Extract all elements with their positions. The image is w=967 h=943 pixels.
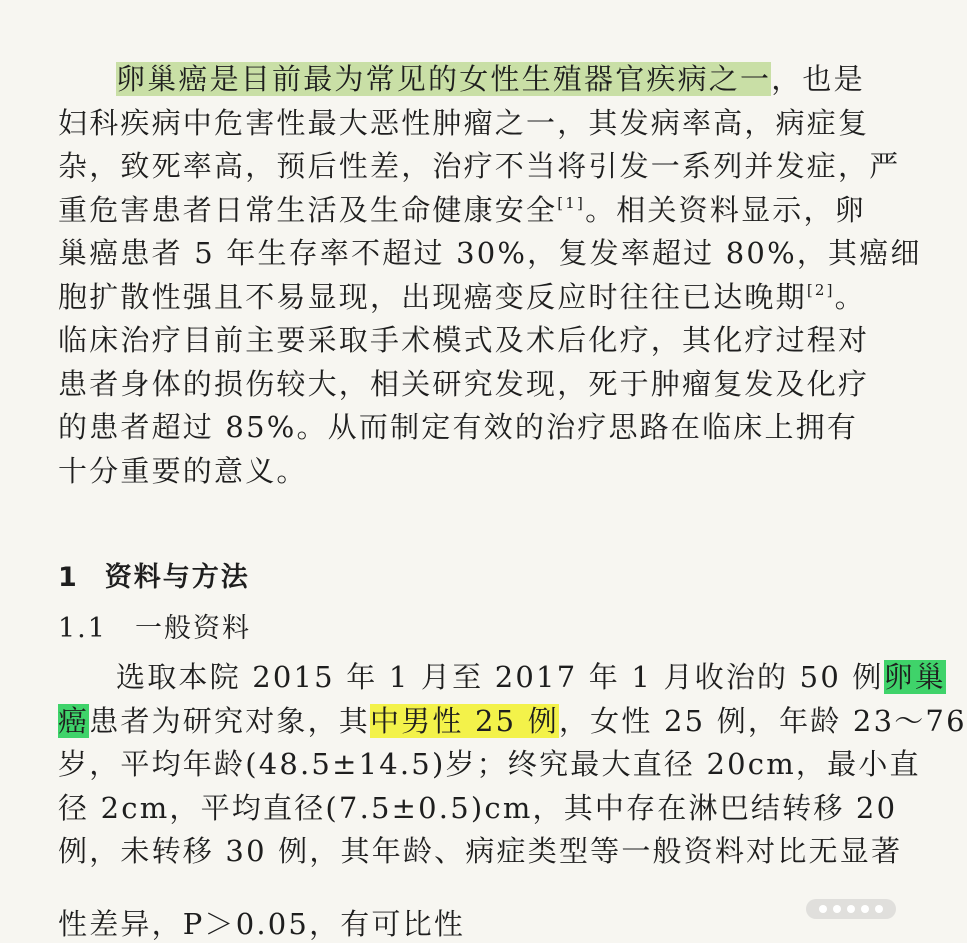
paragraph-text: 选取本院 2015 年 1 月至 2017 年 1 月收治的 50 例	[116, 660, 884, 694]
paragraph-line: 的患者超过 85%。从而制定有效的治疗思路在临床上拥有	[58, 410, 859, 444]
paragraph-line: 巢癌患者 5 年生存率不超过 30%，复发率超过 80%，其癌细	[58, 236, 922, 270]
paragraph-text: ，也是	[771, 62, 865, 96]
paragraph-text: ，女性 25 例，年龄 23～76	[558, 703, 967, 738]
paragraph-text: 重危害患者日常生活及生命健康安全	[58, 192, 558, 227]
dot-icon	[875, 905, 883, 913]
dot-icon	[819, 905, 827, 913]
paragraph-line	[58, 58, 878, 102]
dot-icon	[861, 905, 869, 913]
highlighted-text: 中男性 25 例	[370, 703, 559, 738]
subsection-number: 1.1	[58, 613, 107, 644]
paragraph-line	[58, 700, 967, 744]
cutoff-paragraph-line: 性差异，P＞0.05，有可比性	[58, 907, 466, 941]
paragraph-line: 妇科疾病中危害性最大恶性肿瘤之一，其发病率高，病症复	[58, 105, 870, 140]
section-number: 1	[58, 562, 79, 593]
paragraph-line: 岁，平均年龄(48.5±14.5)岁；终究最大直径 20cm，最小直	[58, 747, 921, 781]
highlighted-text: 卵巢癌是目前最为常见的女性生殖器官疾病之一	[116, 62, 772, 96]
page-indicator[interactable]	[806, 899, 896, 919]
paragraph-line: 杂，致死率高，预后性差，治疗不当将引发一系列并发症，严	[58, 149, 901, 183]
paragraph-line: 径 2cm，平均直径(7.5±0.5)cm，其中存在淋巴结转移 20	[58, 790, 898, 825]
dot-icon	[833, 905, 841, 913]
paragraph-text: 。相关资料显示，卵	[585, 192, 866, 227]
section-heading	[58, 555, 250, 594]
highlighted-text: 卵巢	[883, 660, 946, 694]
subsection-title: 一般资料	[134, 613, 251, 644]
paragraph-line: 例，未转移 30 例，其年龄、病症类型等一般资料对比无显著	[58, 834, 903, 868]
subsection-heading	[58, 606, 251, 645]
paragraph-line: 临床治疗目前主要采取手术模式及术后化疗，其化疗过程对	[58, 323, 870, 357]
paragraph-text: 。	[834, 279, 866, 314]
paragraph-text: 胞扩散性强且不易显现，出现癌变反应时往往已达晚期	[58, 279, 807, 314]
highlighted-text: 癌	[58, 703, 90, 738]
intro-paragraph	[58, 58, 922, 493]
section-title: 资料与方法	[104, 562, 250, 593]
paragraph-line: 十分重要的意义。	[58, 453, 308, 488]
paragraph-line: 患者身体的损伤较大，相关研究发现，死于肿瘤复发及化疗	[58, 366, 870, 401]
paragraph-line	[58, 189, 878, 233]
citation-ref: [2]	[806, 280, 835, 299]
paragraph-line	[58, 656, 946, 700]
dot-icon	[847, 905, 855, 913]
paragraph-text: 患者为研究对象，其	[89, 703, 371, 738]
paragraph-line	[58, 276, 878, 320]
general-data-paragraph	[58, 656, 967, 874]
citation-ref: [1]	[557, 193, 586, 212]
